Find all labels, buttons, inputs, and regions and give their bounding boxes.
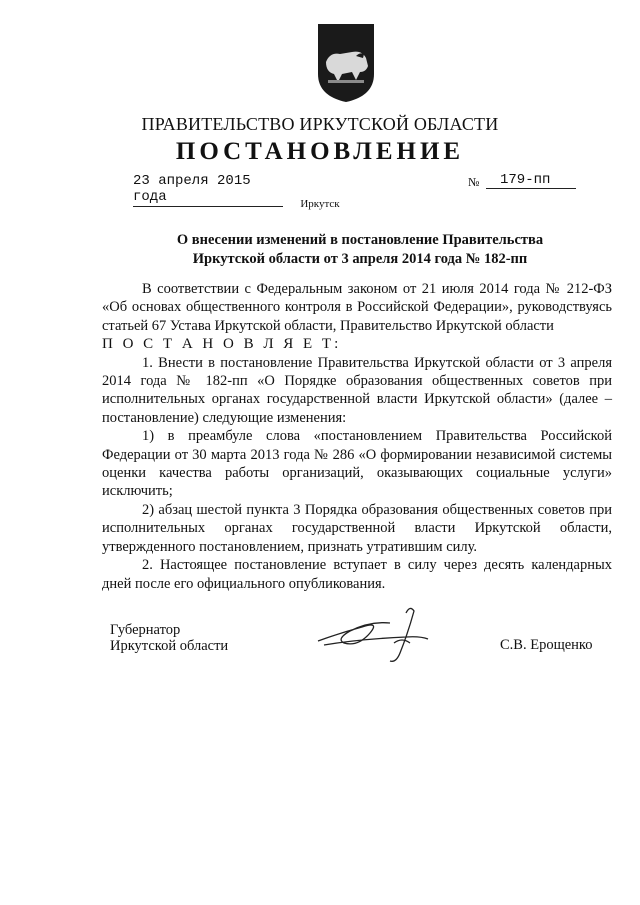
preamble-paragraph: В соответствии с Федеральным законом от 21 июля 2014 года № 212-ФЗ «Об основах общественного контроля в Российской Федерации», руководствуясь статьей 67 Устава Иркутской области, Правительство Иркутской области bbox=[102, 281, 612, 334]
signatory-title-line-1: Губернатор bbox=[110, 622, 181, 638]
title-line-2: Иркутской области от 3 апреля 2014 года № 182-пп bbox=[192, 251, 528, 267]
item-1-2-paragraph: 2) абзац шестой пункта 3 Порядка образования общественных советов при исполнительных органах государственной власти Иркутской области, утвержденного постановлением, признать утратившим силу. bbox=[102, 501, 612, 555]
city-name: Иркутск bbox=[300, 198, 340, 210]
document-title bbox=[150, 231, 570, 269]
number-sign: № bbox=[468, 175, 480, 189]
title-line-1: О внесении изменений в постановление Правительства bbox=[176, 232, 544, 248]
resolves-heading: П О С Т А Н О В Л Я Е Т: bbox=[102, 336, 342, 353]
document-body bbox=[102, 280, 612, 593]
irkutsk-coat-of-arms-icon bbox=[316, 22, 376, 104]
handwritten-signature-icon bbox=[310, 603, 440, 665]
organization-name: ПРАВИТЕЛЬСТВО ИРКУТСКОЙ ОБЛАСТИ bbox=[141, 114, 499, 134]
signatory-title-line-2: Иркутской области bbox=[110, 638, 229, 654]
document-type: ПОСТАНОВЛЕНИЕ bbox=[175, 138, 465, 165]
document-date: 23 апреля 2015 года bbox=[133, 173, 283, 207]
signatory-name: С.В. Ерощенко bbox=[500, 637, 593, 653]
item-2-paragraph: 2. Настоящее постановление вступает в силу через десять календарных дней после его официального опубликования. bbox=[102, 557, 612, 592]
item-1-1-paragraph: 1) в преамбуле слова «постановлением Правительства Российской Федерации от 30 марта 2013 года № 286 «О формировании независимой системы оценки качества работы организаций, оказывающих социальные услуги» исключить; bbox=[102, 428, 612, 500]
signatory-title bbox=[110, 622, 228, 654]
item-1-paragraph: 1. Внести в постановление Правительства Иркутской области от 3 апреля 2014 года № 182-пп «О Порядке образования общественных советов при исполнительных органах государственной власти Иркутской области» (далее – постановление) следующие изменения: bbox=[102, 354, 612, 426]
document-number: 179-пп bbox=[486, 172, 576, 189]
